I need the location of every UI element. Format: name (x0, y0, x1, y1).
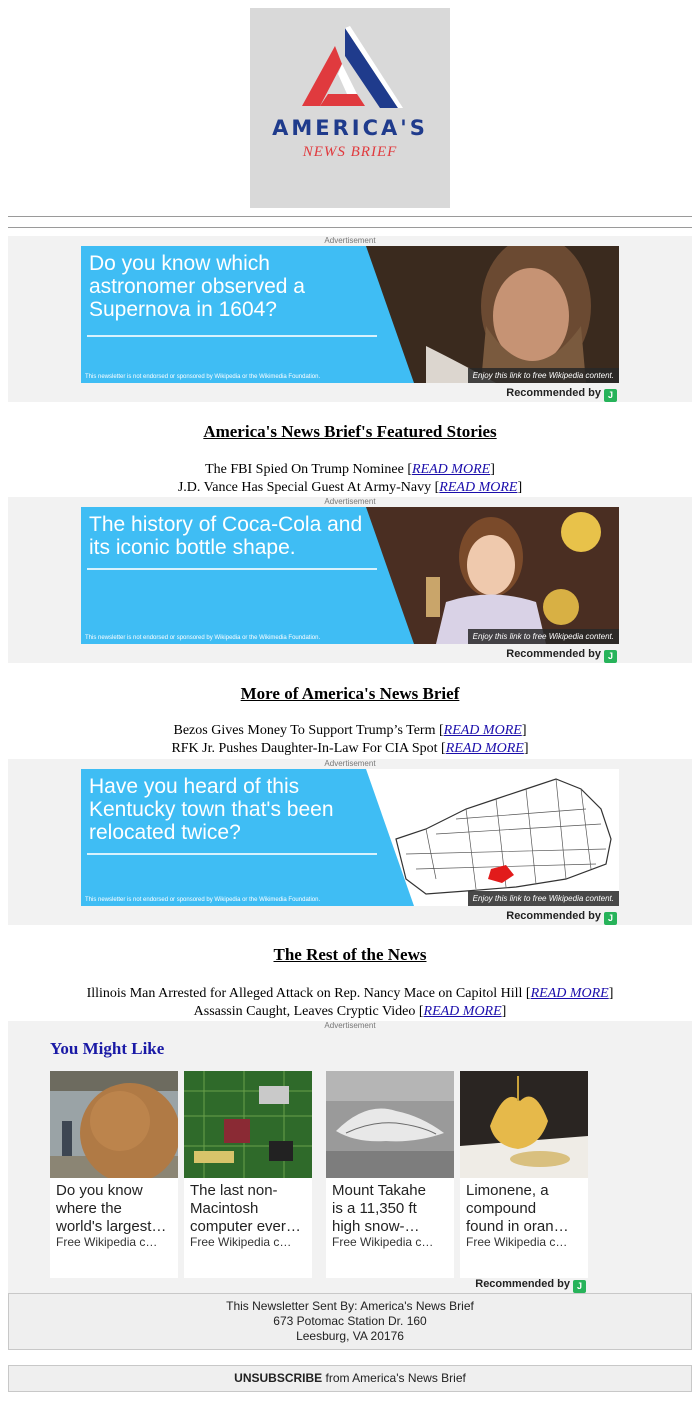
you-might-like-title: You Might Like (50, 1039, 165, 1058)
ad-image-map (366, 769, 619, 906)
recommended-label: Recommended by (475, 1278, 570, 1290)
read-more-link[interactable]: READ MORE (445, 741, 524, 756)
recommended-label: Recommended by (506, 648, 601, 660)
recommended-by[interactable] (475, 1278, 586, 1293)
unsubscribe-text: from America's News Brief (322, 1371, 466, 1385)
story-item: Assassin Caught, Leaves Cryptic Video [READ MORE] (193, 1004, 507, 1019)
story-item: J.D. Vance Has Special Guest At Army-Navy [READ MORE] (177, 480, 523, 495)
ad-headline-underline (87, 335, 377, 337)
story-item: Illinois Man Arrested for Alleged Attack on Rep. Nancy Mace on Capitol Hill [READ MORE] (86, 986, 614, 1001)
unsubscribe-box[interactable] (8, 1365, 692, 1392)
section-title-featured: America's News Brief's Featured Stories (203, 422, 497, 441)
card-image-mountain (326, 1071, 454, 1178)
section-title-rest: The Rest of the News (273, 945, 427, 964)
ad-cta[interactable]: Enjoy this link to free Wikipedia content. (468, 891, 619, 906)
card-title: The last non- Macintosh computer ever… (190, 1182, 301, 1235)
recommended-label: Recommended by (506, 910, 601, 922)
story-item: Bezos Gives Money To Support Trump’s Term [READ MORE] (173, 723, 527, 738)
ad-headline: Do you know which astronomer observed a Supernova in 1604? (89, 252, 305, 321)
ad-disclaimer: This newsletter is not endorsed or sponsored by Wikipedia or the Wikimedia Foundation. (85, 635, 321, 641)
card-source: Free Wikipedia c… (190, 1235, 292, 1249)
story-item: The FBI Spied On Trump Nominee [READ MORE] (205, 462, 495, 477)
read-more-link[interactable]: READ MORE (530, 986, 609, 1001)
card-title: Mount Takahe is a 11,350 ft high snow-… (332, 1182, 426, 1235)
brand-logo (250, 8, 450, 208)
card-image-sphere (50, 1071, 178, 1178)
ad-label: Advertisement (324, 1021, 376, 1030)
jeeng-logo-icon: J (604, 912, 617, 925)
story-item: RFK Jr. Pushes Daughter-In-Law For CIA Spot [READ MORE] (171, 741, 529, 756)
jeeng-logo-icon: J (573, 1280, 586, 1293)
ad-image-portrait (366, 246, 619, 383)
ad-banner-kentucky[interactable] (81, 769, 619, 906)
section-title-more: More of America's News Brief (240, 684, 460, 703)
jeeng-logo-icon: J (604, 650, 617, 663)
recommended-label: Recommended by (506, 387, 601, 399)
you-might-like-widget (8, 1021, 692, 1293)
divider (8, 227, 692, 228)
card-source: Free Wikipedia c… (56, 1235, 158, 1249)
card-image-circuit-board (184, 1071, 312, 1178)
read-more-link[interactable]: READ MORE (412, 462, 491, 477)
recommended-by[interactable] (506, 910, 617, 925)
logo-triangle-icon (250, 8, 450, 118)
recommendation-card[interactable] (326, 1071, 454, 1278)
ad-label: Advertisement (324, 759, 376, 768)
jeeng-logo-icon: J (604, 389, 617, 402)
story-headline: J.D. Vance Has Special Guest At Army-Navy (177, 480, 432, 495)
ad-headline: Have you heard of this Kentucky town that's been relocated twice? (89, 775, 334, 844)
ad-disclaimer: This newsletter is not endorsed or sponsored by Wikipedia or the Wikimedia Foundation. (85, 897, 321, 903)
story-headline: RFK Jr. Pushes Daughter-In-Law For CIA Spot (171, 741, 438, 756)
recommendation-card[interactable] (184, 1071, 312, 1278)
recommendation-card[interactable] (460, 1071, 588, 1278)
ad-cta[interactable]: Enjoy this link to free Wikipedia content. (468, 629, 619, 644)
ad-block-3 (8, 759, 692, 925)
story-headline: Assassin Caught, Leaves Cryptic Video (193, 1004, 416, 1019)
footer-sender: This Newsletter Sent By: America's News Brief (226, 1299, 474, 1313)
read-more-link[interactable]: READ MORE (423, 1004, 502, 1019)
card-title: Do you know where the world's largest… (56, 1182, 167, 1235)
card-source: Free Wikipedia c… (332, 1235, 434, 1249)
story-headline: The FBI Spied On Trump Nominee (205, 462, 404, 477)
read-more-link[interactable]: READ MORE (439, 480, 518, 495)
unsubscribe-link[interactable]: UNSUBSCRIBE (234, 1371, 323, 1385)
ad-headline-underline (87, 568, 377, 570)
read-more-link[interactable]: READ MORE (443, 723, 522, 738)
footer-street: 673 Potomac Station Dr. 160 (273, 1314, 427, 1328)
ad-disclaimer: This newsletter is not endorsed or sponsored by Wikipedia or the Wikimedia Foundation. (85, 374, 321, 380)
recommendation-card[interactable] (50, 1071, 178, 1278)
card-title: Limonene, a compound found in oran… (466, 1182, 569, 1235)
ad-cta[interactable]: Enjoy this link to free Wikipedia content. (468, 368, 619, 383)
ad-label: Advertisement (324, 236, 376, 245)
story-headline: Bezos Gives Money To Support Trump’s Term (173, 723, 436, 738)
divider (8, 216, 692, 217)
footer-address (8, 1293, 692, 1350)
ad-block-2 (8, 497, 692, 663)
logo-subtitle: NEWS BRIEF (302, 144, 398, 160)
ad-headline-underline (87, 853, 377, 855)
ad-banner-astronomer[interactable] (81, 246, 619, 383)
ad-headline: The history of Coca-Cola and its iconic bottle shape. (89, 513, 363, 559)
recommended-by[interactable] (506, 387, 617, 402)
logo-wordmark: AMERICA'S (272, 116, 428, 140)
ad-label: Advertisement (324, 497, 376, 506)
ad-banner-coca-cola[interactable] (81, 507, 619, 644)
card-image-lemon-peel (460, 1071, 588, 1178)
recommended-by[interactable] (506, 648, 617, 663)
card-source: Free Wikipedia c… (466, 1235, 568, 1249)
story-headline: Illinois Man Arrested for Alleged Attack on Rep. Nancy Mace on Capitol Hill (86, 986, 523, 1001)
footer-city: Leesburg, VA 20176 (296, 1329, 404, 1343)
ad-block-1 (8, 236, 692, 402)
ad-image-vintage (366, 507, 619, 644)
